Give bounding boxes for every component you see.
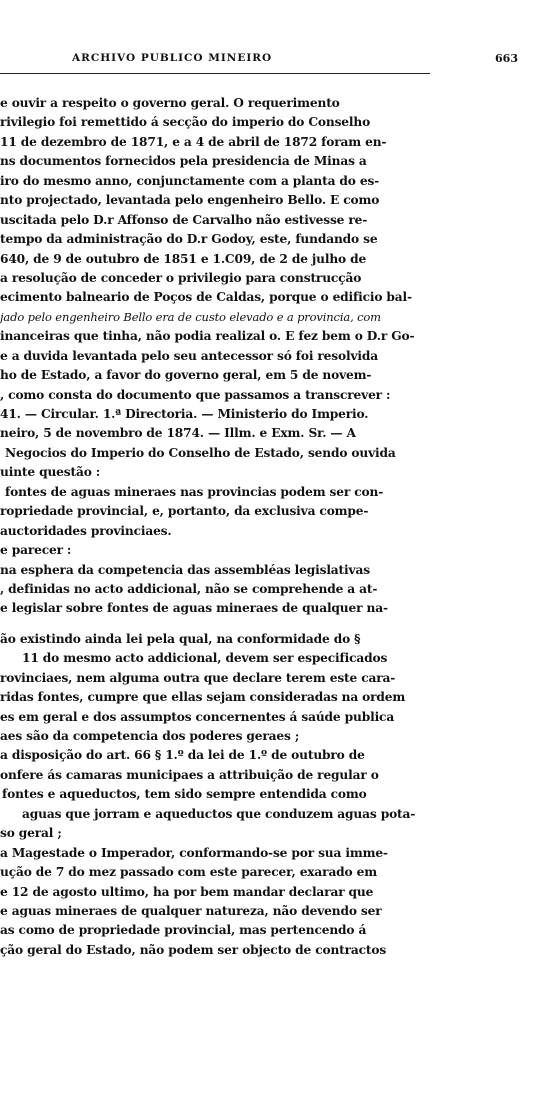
text-line: na esphera da competencia das assembléas legislativas bbox=[0, 562, 370, 577]
text-line: , definidas no acto addicional, não se comprehende a at- bbox=[0, 581, 378, 596]
text-line: aguas que jorram e aqueductos que conduzem aguas pota- bbox=[22, 806, 416, 821]
text-line: auctoridades provinciaes. bbox=[0, 523, 172, 538]
text-line: aes são da competencia dos poderes geraes ; bbox=[0, 729, 300, 743]
text-line: e 12 de agosto ultimo, ha por bem mandar declarar que bbox=[0, 884, 374, 899]
text-line: fontes de aguas mineraes nas provincias podem ser con- bbox=[5, 484, 384, 499]
text-line: ão existindo ainda lei pela qual, na conformidade do § bbox=[0, 631, 361, 646]
text-line: , como consta do documento que passamos a transcrever : bbox=[0, 387, 391, 402]
running-title: ARCHIVO PUBLICO MINEIRO bbox=[72, 52, 273, 64]
text-line: rivilegio foi remettido á secção do imperio do Conselho bbox=[0, 115, 371, 130]
text-line: onfere ás camaras municipaes a attribuição de regular o bbox=[0, 767, 379, 782]
text-line: jado pelo engenheiro Bello era de custo elevado e a provincia, com bbox=[0, 309, 381, 324]
text-line: 11 do mesmo acto addicional, devem ser especificados bbox=[22, 651, 388, 666]
text-line: ução de 7 do mez passado com este parecer, exarado em bbox=[0, 865, 377, 880]
text-line: e aguas mineraes de qualquer natureza, não devendo ser bbox=[0, 903, 382, 918]
text-line: a disposição do art. 66 § 1.º da lei de 1.º de outubro de bbox=[0, 748, 365, 763]
body-text bbox=[0, 94, 533, 960]
text-line: a resolução de conceder o privilegio para construcção bbox=[0, 270, 362, 285]
text-line: rovinciaes, nem alguma outra que declare terem este cara- bbox=[0, 670, 396, 685]
text-line: e a duvida levantada pelo seu antecessor só foi resolvida bbox=[0, 348, 378, 363]
text-line: e ouvir a respeito o governo geral. O requerimento bbox=[0, 96, 340, 110]
text-line: fontes e aqueductos, tem sido sempre entendida como bbox=[2, 787, 367, 802]
header-rule bbox=[0, 73, 430, 74]
text-line: inanceiras que tinha, não podia realizal o. E fez bem o D.r Go- bbox=[0, 329, 415, 344]
text-line: as como de propriedade provincial, mas pertencendo á bbox=[0, 923, 367, 938]
text-line: 11 de dezembro de 1871, e a 4 de abril de 1872 foram en- bbox=[0, 134, 387, 149]
text-line: 41. — Circular. 1.ª Directoria. — Ministerio do Imperio. bbox=[0, 407, 369, 421]
text-line: uscitada pelo D.r Affonso de Carvalho não estivesse re- bbox=[0, 212, 368, 227]
text-line: 640, de 9 de outubro de 1851 e 1.C09, de 2 de julho de bbox=[0, 251, 367, 266]
text-line: a Magestade o Imperador, conformando-se por sua imme- bbox=[0, 845, 388, 860]
text-line: Negocios do Imperio do Conselho de Estado, sendo ouvida bbox=[5, 445, 396, 460]
text-line: iro do mesmo anno, conjunctamente com a planta do es- bbox=[0, 173, 380, 188]
text-line: ecimento balneario de Poços de Caldas, porque o edificio bal- bbox=[0, 290, 412, 305]
text-line: es em geral e dos assumptos concernentes á saúde publica bbox=[0, 709, 395, 724]
text-line: tempo da administração do D.r Godoy, este, fundando se bbox=[0, 232, 378, 247]
text-line: ho de Estado, a favor do governo geral, em 5 de novem- bbox=[0, 368, 372, 383]
text-line: e legislar sobre fontes de aguas mineraes de qualquer na- bbox=[0, 601, 388, 616]
text-line: neiro, 5 de novembro de 1874. — Illm. e Exm. Sr. — A bbox=[0, 426, 356, 441]
text-line: ridas fontes, cumpre que ellas sejam consideradas na ordem bbox=[0, 690, 406, 705]
text-line: so geral ; bbox=[0, 826, 62, 841]
text-line: ns documentos fornecidos pela presidencia de Minas a bbox=[0, 154, 367, 169]
text-line: e parecer : bbox=[0, 543, 72, 558]
page-number: 663 bbox=[495, 52, 518, 65]
text-line: ropriedade provincial, e, portanto, da exclusiva compe- bbox=[0, 504, 369, 519]
page-header bbox=[0, 52, 530, 70]
text-line: uinte questão : bbox=[0, 465, 101, 480]
text-line: ção geral do Estado, não podem ser objecto de contractos bbox=[0, 942, 387, 957]
text-line: nto projectado, levantada pelo engenheiro Bello. E como bbox=[0, 193, 380, 208]
